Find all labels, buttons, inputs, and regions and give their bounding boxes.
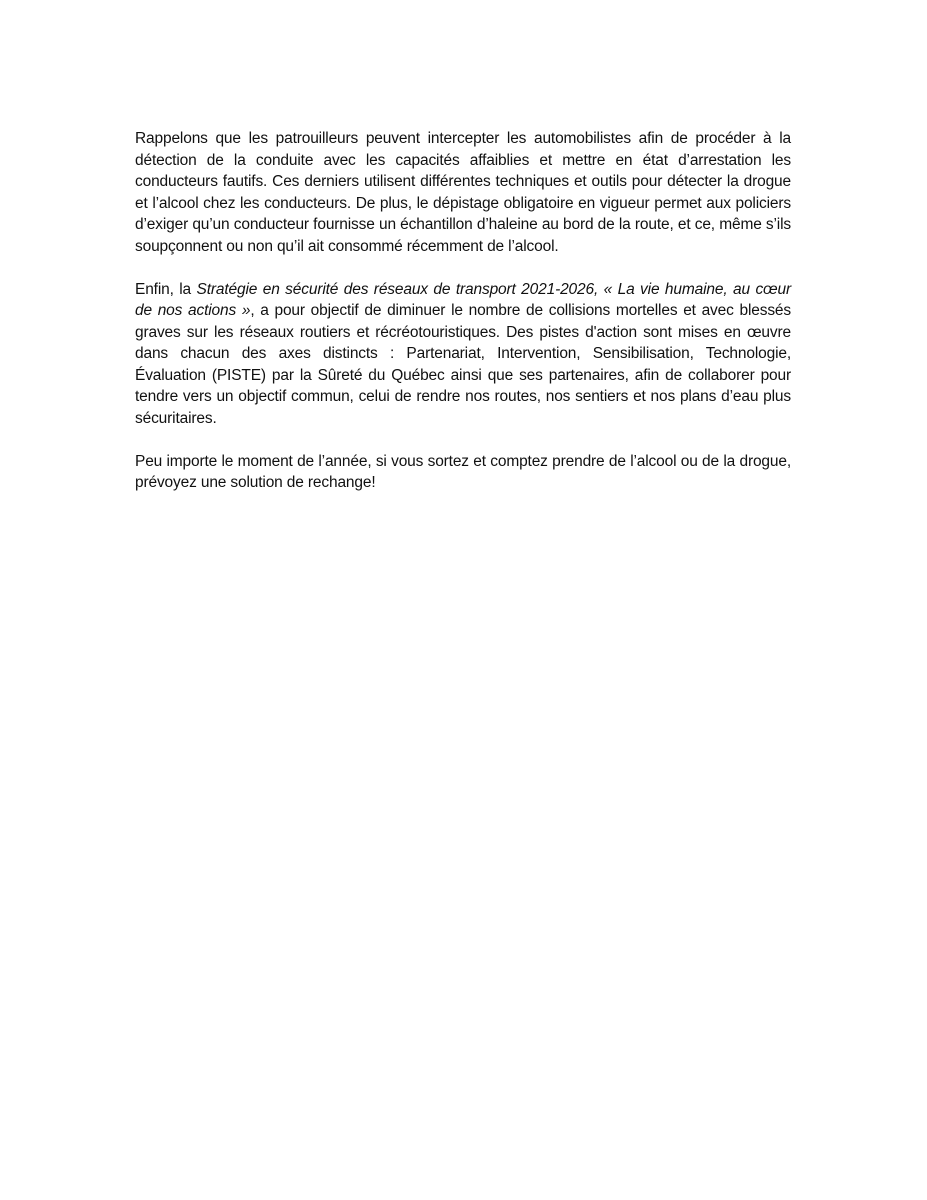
paragraph-strategy	[135, 279, 791, 430]
paragraph-intro: Rappelons que les patrouilleurs peuvent intercepter les automobilistes afin de procéder à la détection de la conduite avec les capacités affaiblies et mettre en état d’arrestation les conducteurs fautifs. Ces derniers utilisent différentes techniques et outils pour détecter la drogue et l’alcool chez les conducteurs. De plus, le dépistage obligatoire en vigueur permet aux policiers d’exiger qu’un conducteur fournisse un échantillon d’haleine au bord de la route, et ce, même s’ils soupçonnent ou non qu’il ait consommé récemment de l’alcool.	[135, 130, 791, 255]
document-body	[135, 128, 791, 494]
strategy-title: Stratégie en sécurité des réseaux de transport 2021-2026, « La vie humaine, au cœur de nos actions »	[135, 280, 792, 319]
paragraph-conclusion: Peu importe le moment de l’année, si vous sortez et comptez prendre de l’alcool ou de la drogue, prévoyez une solution de rechange!	[135, 452, 791, 491]
paragraph-strategy-lead: Enfin, la	[135, 280, 197, 298]
paragraph-strategy-rest: , a pour objectif de diminuer le nombre de collisions mortelles et avec blessés graves sur les réseaux routiers et récréotouristiques. Des pistes d'action sont mises en œuvre dans chacun des axes distincts : Partenariat, Intervention, Sensibilisation, Technologie, Évaluation (PISTE) par la Sûreté du Québec ainsi que ses partenaires, afin de collaborer pour tendre vers un objectif commun, celui de rendre nos routes, nos sentiers et nos plans d’eau plus sécuritaires.	[135, 302, 791, 427]
